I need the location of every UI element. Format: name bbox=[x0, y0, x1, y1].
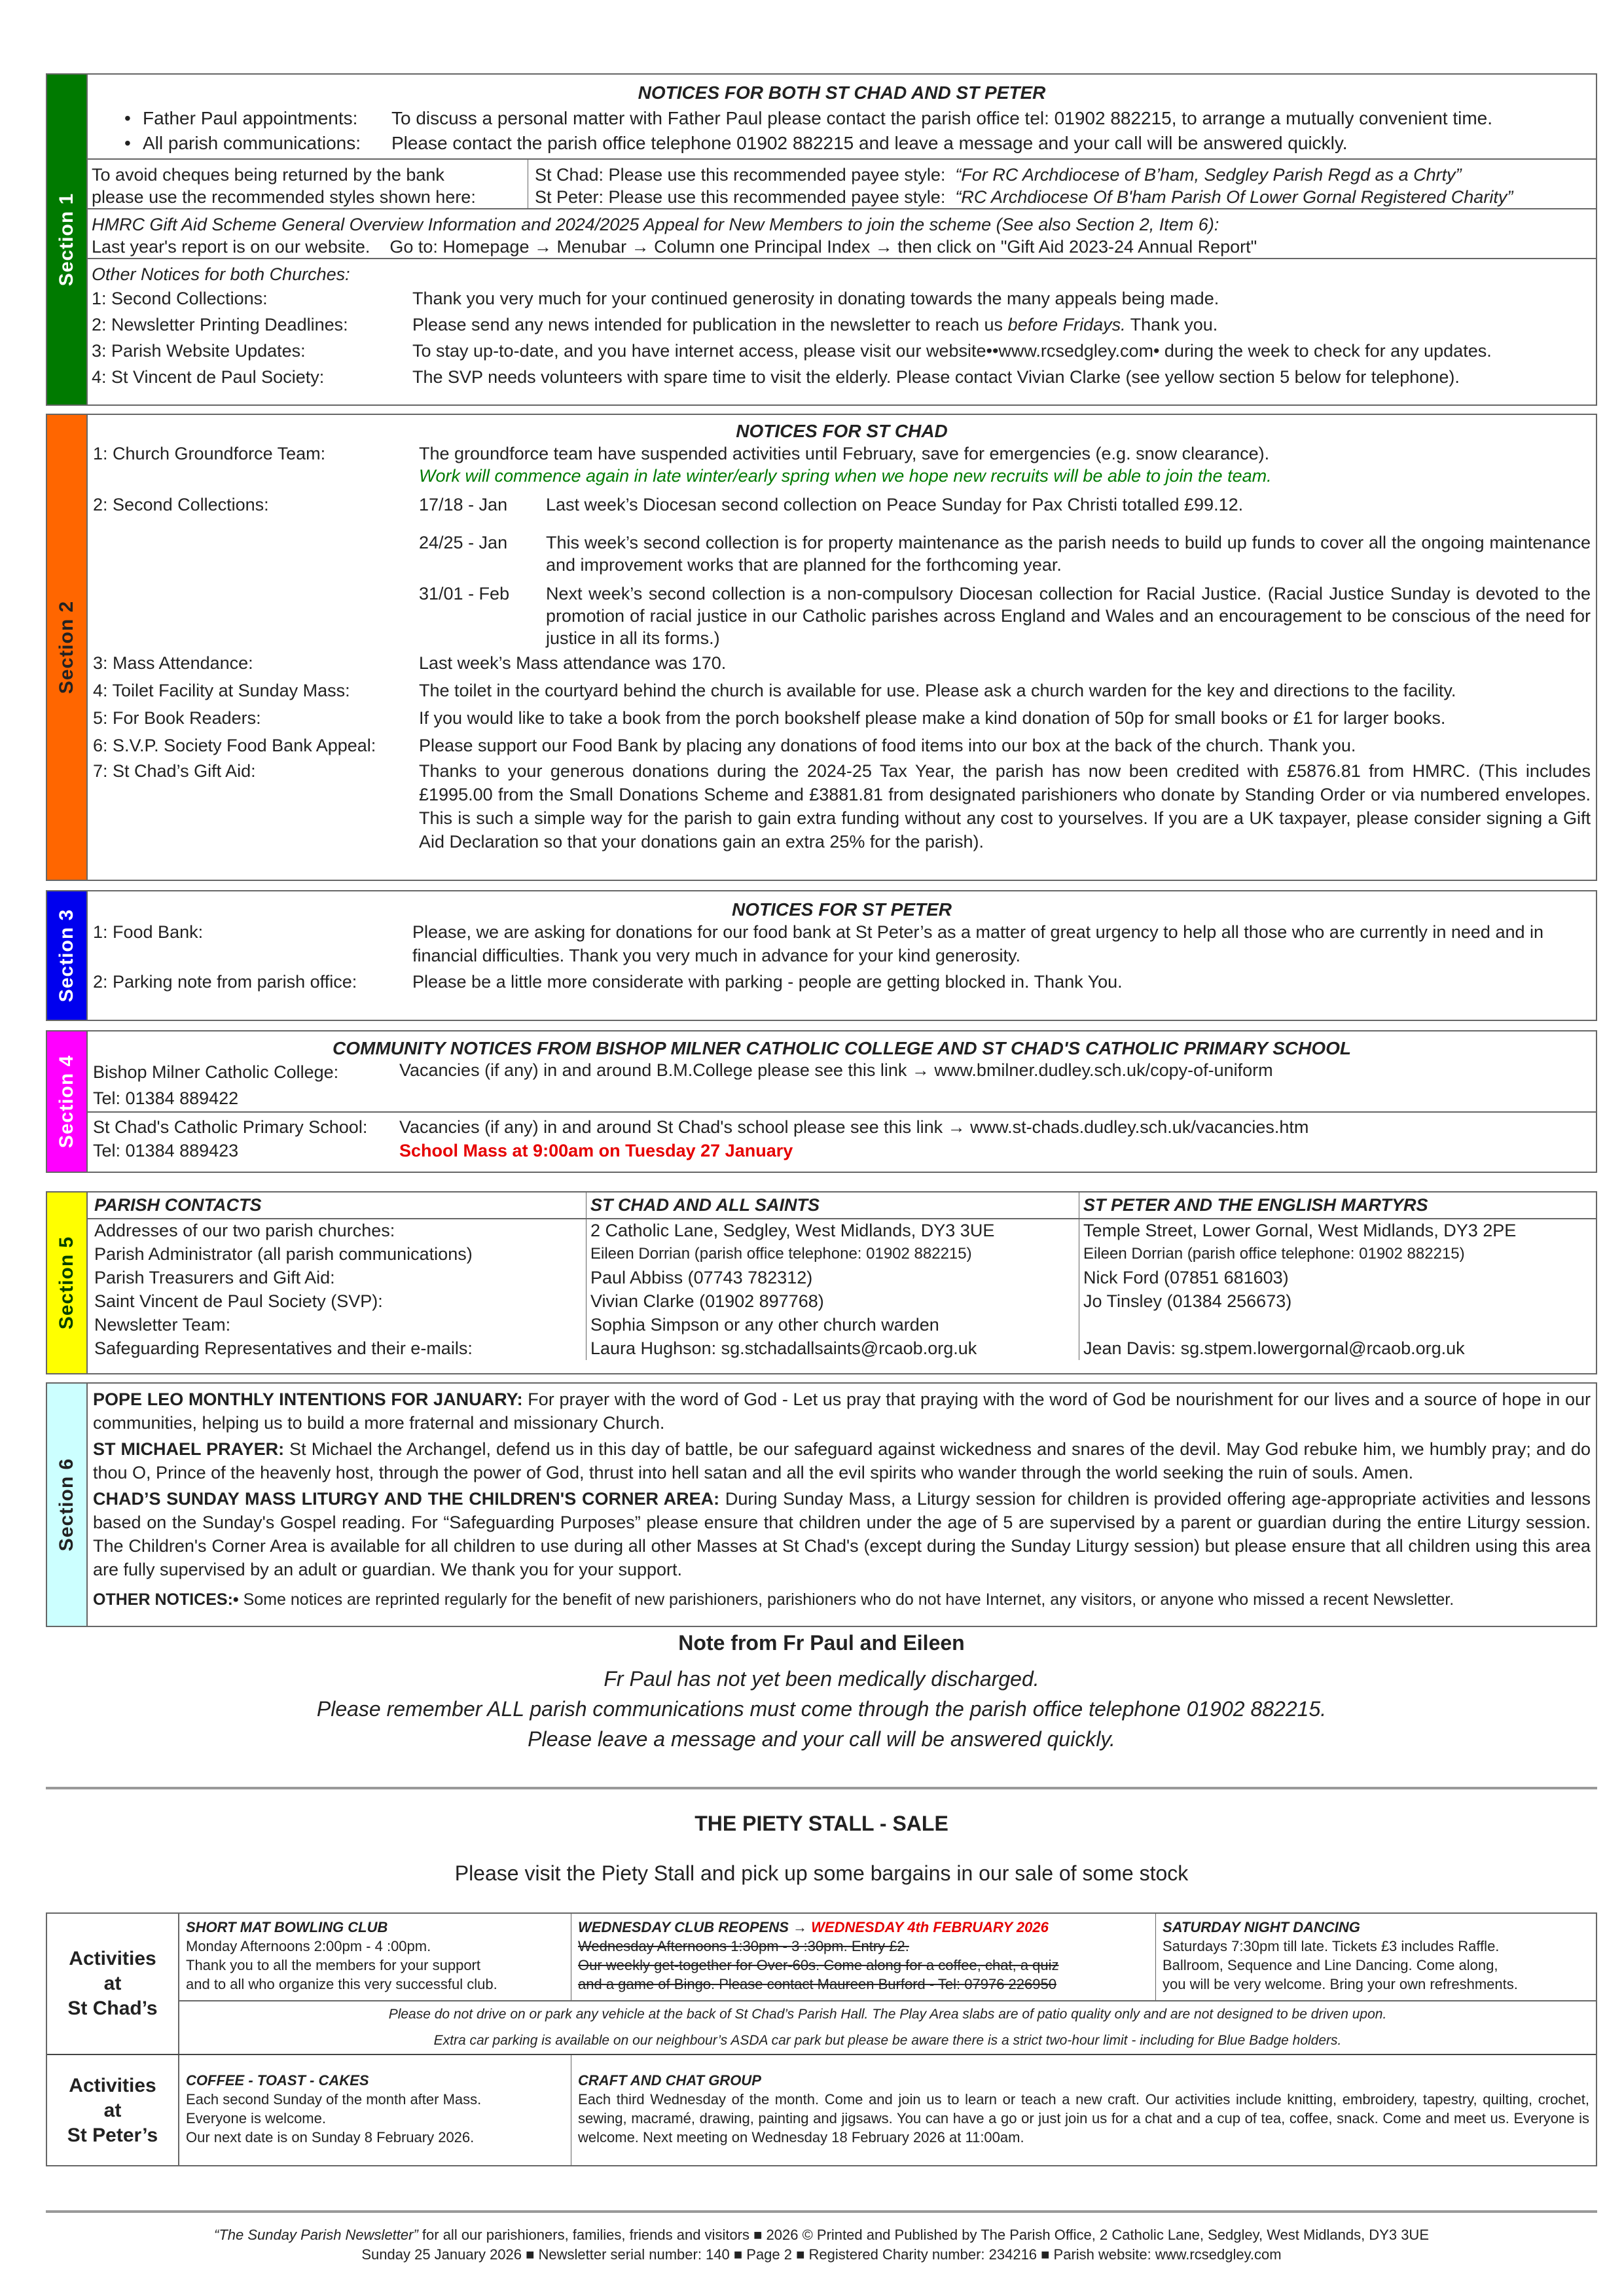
bullet-icon: • bbox=[124, 108, 131, 128]
other-notices-title: Other Notices for both Churches: bbox=[92, 264, 350, 284]
piety-stall bbox=[46, 1813, 1597, 1884]
footer-line-2: Sunday 25 January 2026 ■ Newsletter serial number: 140 ■ Page 2 ■ Registered Charity number: 234216 ■ Parish website: www.rcsedgley.com bbox=[361, 2246, 1282, 2263]
collection-row: 17/18 - Jan Last week’s Diocesan second collection on Peace Sunday for Pax Christi totalled £99.12. bbox=[419, 495, 1244, 514]
section-6-content bbox=[88, 1384, 1596, 1626]
cheque-styles bbox=[88, 158, 1596, 208]
bullet-item bbox=[124, 131, 1596, 156]
pope-intentions: POPE LEO MONTHLY INTENTIONS FOR JANUARY: For prayer with the word of God - Let us pray that praying with the word of God be nourishment for our lives and a source of hope in our communities, helping us to build a more fraternal and missionary Church. bbox=[93, 1390, 1591, 1433]
section-1-content bbox=[88, 75, 1596, 404]
table-cell: Nick Ford (07851 681603) bbox=[1083, 1267, 1289, 1287]
section-3-strip bbox=[47, 891, 88, 1020]
table-cell: Vivian Clarke (01902 897768) bbox=[586, 1289, 1079, 1313]
bullet-text: To discuss a personal matter with Father Paul please contact the parish office tel: 01902 882215, to arrange a mutually convenient time. bbox=[391, 108, 1493, 128]
note-title: Note from Fr Paul and Eileen bbox=[678, 1631, 965, 1655]
st-michael-prayer: ST MICHAEL PRAYER: St Michael the Archangel, defend us in this day of battle, be our safeguard against wickedness and snares of the devil. May God rebuke him, we humbly pray; and do thou O, Prince of the heavenly host, through the power of God, thrust into hell satan and all the evil spirits who wander through the world seeking the ruin of souls. Amen. bbox=[93, 1439, 1591, 1482]
table-cell: Sophia Simpson or any other church warden bbox=[586, 1313, 1079, 1336]
gift-aid-line-1: HMRC Gift Aid Scheme General Overview Information and 2024/2025 Appeal for New Members to join the scheme (See also Section 2, Item 6): bbox=[92, 215, 1219, 234]
groundforce-notice: 1: Church Groundforce Team: The groundforce team have suspended activities until February, save for emergencies (e.g. snow clearance). Work will commence again in late winter/early spring when we hope new recruits will be able to join the team. bbox=[93, 442, 1591, 487]
section-6 bbox=[46, 1382, 1597, 1627]
gift-aid-notice bbox=[88, 208, 1596, 258]
activities-table bbox=[46, 1912, 1597, 2166]
table-header: ST PETER AND THE ENGLISH MARTYRS bbox=[1083, 1195, 1428, 1215]
footer-divider bbox=[46, 2210, 1597, 2213]
other-notices-footer: OTHER NOTICES:• Some notices are reprinted regularly for the benefit of new parishioners, parishioners who do not have Internet, any visitors, or anyone who missed a recent Newsletter. bbox=[93, 1590, 1454, 1609]
payee-st-peter: St Peter: Please use this recommended payee style: “RC Archdiocese Of B'ham Parish Of Lower Gornal Registered Charity” bbox=[535, 187, 1513, 207]
note-line: Please remember ALL parish communications must come through the parish office telephone 01902 882215. bbox=[316, 1697, 1327, 1721]
bullet-label: All parish communications: bbox=[143, 133, 361, 153]
notice-item: 5: For Book Readers: If you would like to take a book from the porch bookshelf please make a kind donation of 50p for small books or £1 for larger books. bbox=[93, 708, 1446, 728]
groundforce-green-note: Work will commence again in late winter/early spring when we hope new recruits will be able to join the team. bbox=[419, 466, 1272, 486]
table-row bbox=[88, 1289, 1596, 1313]
notice-item: 6: S.V.P. Society Food Bank Appeal: Please support our Food Bank by placing any donations of food items into our box at the back of the church. Thank you. bbox=[93, 736, 1356, 755]
activities-st-peter bbox=[47, 2055, 1596, 2166]
table-cell: Laura Hughson: sg.stchadallsaints@rcaob.org.uk bbox=[586, 1336, 1079, 1360]
table-row bbox=[88, 1219, 1596, 1242]
other-notice-item: 2: Newsletter Printing Deadlines: Please send any news intended for publication in the newsletter to reach us before Fridays. Thank you. bbox=[92, 315, 1218, 334]
footer-line-1: “The Sunday Parish Newsletter” for all our parishioners, families, friends and visitors ■ 2026 © Printed and Published by The Parish Office, 2 Catholic Lane, Sedgley, West Midlands, DY3 3UE bbox=[214, 2227, 1429, 2243]
section-5-content bbox=[88, 1193, 1596, 1373]
table-cell: Temple Street, Lower Gornal, West Midlands, DY3 2PE bbox=[1083, 1221, 1517, 1240]
table-cell: Newsletter Team: bbox=[88, 1313, 586, 1336]
craft-and-chat: CRAFT AND CHAT GROUP Each third Wednesday of the month. Come and join us to learn or teach a new craft. Our activities include knitting, embroidery, tapestry, quilting, crochet, sewing, macramé, drawing, painting and jigsaws. You can have a go or just join us for a chat and a cup of tea, coffee, snack. Come and meet us. Everyone is welcome. Next meeting on Wednesday 18 February 2026 at 11:00am. bbox=[578, 2072, 1589, 2145]
table-row bbox=[88, 1313, 1596, 1336]
table-body bbox=[88, 1219, 1596, 1360]
table-cell: Addresses of our two parish churches: bbox=[88, 1219, 586, 1242]
piety-text: Please visit the Piety Stall and pick up some bargains in our sale of some stock bbox=[454, 1861, 1189, 1885]
cheque-intro-line: To avoid cheques being returned by the bank bbox=[92, 165, 444, 185]
other-notice-item: 3: Parish Website Updates: To stay up-to-date, and you have internet access, please visit our website••www.rcsedgley.com• during the week to check for any updates. bbox=[92, 338, 1592, 364]
section-4-label: Section 4 bbox=[56, 1054, 77, 1149]
second-collections: 2: Second Collections: 17/18 - Jan Last week’s Diocesan second collection on Peace Sunday for Pax Christi totalled £99.12. 24/25 - Jan This week’s second collection is for property maintenance as the parish needs to build up funds to cover all the ongoing maintenance and improvement works that are planned for the forthcoming year. 31/01 - Feb Next week’s second collection is a non-compulsory Diocesan collection for Racial Justice. (Racial Justice Sunday is devoted to the promotion of racial justice in our Catholic parishes across England and Wales and an encouragement to be conscious of the need for justice in all its forms.) bbox=[93, 495, 1591, 648]
activities-st-chad-label: Activities at St Chad’s bbox=[47, 1914, 179, 2054]
section-5-strip bbox=[47, 1193, 88, 1373]
section-2-content bbox=[88, 415, 1596, 880]
bowling-club: SHORT MAT BOWLING CLUB Monday Afternoons 2:00pm - 4 :00pm. Thank you to all the members for your support and to all who organize this very successful club. bbox=[179, 1914, 571, 2000]
section-1-title: NOTICES FOR BOTH ST CHAD AND ST PETER bbox=[638, 82, 1046, 103]
section-4 bbox=[46, 1030, 1597, 1173]
gift-aid-link-path[interactable]: Go to: Homepage → Menubar → Column one Principal Index → then click on "Gift Aid 2023-24 Annual Report" bbox=[389, 237, 1257, 257]
saturday-dancing: SATURDAY NIGHT DANCING Saturdays 7:30pm till late. Tickets £3 includes Raffle. Ballroom, Sequence and Line Dancing. Come along, you will be very welcome. Bring your own refreshments. bbox=[1163, 1919, 1518, 1992]
school-tel: Tel: 01384 889423 bbox=[93, 1141, 239, 1160]
section-1 bbox=[46, 73, 1597, 406]
table-row bbox=[88, 1336, 1596, 1360]
table-cell: Safeguarding Representatives and their e-mails: bbox=[88, 1336, 586, 1360]
section-6-label: Section 6 bbox=[56, 1458, 77, 1552]
school-notice bbox=[88, 1111, 1596, 1162]
college-notice bbox=[88, 1059, 1596, 1111]
website-link[interactable]: To stay up-to-date, and you have internet access, please visit our website••www.rcsedgley.com• during the week to check for any updates. bbox=[412, 341, 1492, 361]
college-tel: Tel: 01384 889422 bbox=[93, 1088, 239, 1108]
school-vacancies-link[interactable]: Vacancies (if any) in and around St Chad's school please see this link → www.st-chads.dudley.sch.uk/vacancies.htm bbox=[399, 1117, 1309, 1137]
section-2-label: Section 2 bbox=[56, 600, 77, 694]
table-cell: Parish Treasurers and Gift Aid: bbox=[88, 1266, 586, 1289]
notice-item: 3: Mass Attendance: Last week’s Mass attendance was 170. bbox=[93, 653, 727, 673]
gift-aid-line-2: Last year's report is on our website. Go to: Homepage → Menubar → Column one Principal Index → then click on "Gift Aid 2023-24 Annual Report" bbox=[92, 237, 1257, 257]
table-cell: Jean Davis: sg.stpem.lowergornal@rcaob.org.uk bbox=[1083, 1338, 1465, 1358]
note-line: Please leave a message and your call will be answered quickly. bbox=[528, 1727, 1115, 1751]
section-2-title: NOTICES FOR ST CHAD bbox=[736, 421, 948, 441]
section-4-title: COMMUNITY NOTICES FROM BISHOP MILNER CATHOLIC COLLEGE AND ST CHAD'S CATHOLIC PRIMARY SCHOOL bbox=[333, 1038, 1351, 1058]
notice-item: 7: St Chad’s Gift Aid: Thanks to your generous donations during the 2024-25 Tax Year, the parish has now been credited with £5876.81 from HMRC. (This includes £1995.00 from the Small Donations Scheme and £3881.81 from designated parishioners who donate by Standing Order or via numbered envelopes. This is such a simple way for the parish to gain extra funding without any cost to yourselves. If you are a UK taxpayer, please consider signing a Gift Aid Declaration so that your donations gain an extra 25% for the parish). bbox=[93, 761, 1591, 852]
note-line: Fr Paul has not yet been medically discharged. bbox=[604, 1667, 1039, 1691]
section-2-strip bbox=[47, 415, 88, 880]
section-3-label: Section 3 bbox=[56, 908, 77, 1003]
bullet-text: Please contact the parish office telephone 01902 882215 and leave a message and your call will be answered quickly. bbox=[391, 133, 1348, 153]
college-name: Bishop Milner Catholic College: bbox=[93, 1062, 339, 1082]
st-chad-notices bbox=[93, 649, 1591, 853]
school-name: St Chad's Catholic Primary School: bbox=[93, 1117, 368, 1137]
section-4-content bbox=[88, 1031, 1596, 1172]
table-cell: 2 Catholic Lane, Sedgley, West Midlands, DY3 3UE bbox=[586, 1219, 1079, 1242]
section-5-label: Section 5 bbox=[56, 1236, 77, 1330]
activities-st-peter-label: Activities at St Peter’s bbox=[47, 2055, 179, 2166]
parking-notes: Please do not drive on or park any vehicle at the back of St Chad’s Parish Hall. The Play Area slabs are of patio quality only and are not designed to be driven upon. Extra car parking is available on our neighbour’s ASDA car park but please be aware there is a strict two-hour limit - including for Blue Badge holders. bbox=[388, 2007, 1387, 2048]
table-cell: Parish Administrator (all parish communications) bbox=[88, 1242, 586, 1266]
payee-styles bbox=[528, 160, 1596, 208]
table-header-row bbox=[88, 1193, 1596, 1219]
other-notices bbox=[88, 258, 1596, 390]
bullet-list bbox=[88, 106, 1596, 156]
activities-st-chad bbox=[47, 1914, 1596, 2055]
table-cell: Saint Vincent de Paul Society (SVP): bbox=[88, 1289, 586, 1313]
collection-row: 24/25 - Jan This week’s second collection is for property maintenance as the parish needs to build up funds to cover all the ongoing maintenance and improvement works that are planned for the forthcoming year. bbox=[419, 533, 1591, 575]
table-row bbox=[88, 1266, 1596, 1289]
other-notice-item: 4: St Vincent de Paul Society: The SVP needs volunteers with spare time to visit the elderly. Please contact Vivian Clarke (see yellow section 5 below for telephone). bbox=[92, 367, 1460, 387]
payee-st-chad: St Chad: Please use this recommended payee style: “For RC Archdiocese of B’ham, Sedgley Parish Regd as a Chrty” bbox=[535, 165, 1462, 185]
table-cell: Eileen Dorrian (parish office telephone: 01902 882215) bbox=[586, 1242, 1079, 1266]
parish-contacts-table bbox=[88, 1193, 1596, 1360]
divider bbox=[46, 1787, 1597, 1789]
section-3 bbox=[46, 890, 1597, 1021]
bullet-label: Father Paul appointments: bbox=[143, 108, 358, 128]
table-cell: Paul Abbiss (07743 782312) bbox=[586, 1266, 1079, 1289]
childrens-liturgy: CHAD’S SUNDAY MASS LITURGY AND THE CHILDREN'S CORNER AREA: During Sunday Mass, a Liturgy session for children is provided offering age-appropriate activities and lessons based on the Sunday's Gospel reading. For “Safeguarding Purposes” please ensure that children under the age of 5 are supervised by a parent or guardian during the entire Liturgy session. The Children's Corner Area is available for all children to use during all other Masses at St Chad's (except during the Sunday Liturgy session) but please ensure that all children using this area are fully supervised by an adult or guardian. We thank you for your support. bbox=[93, 1489, 1591, 1579]
bullet-item bbox=[124, 106, 1596, 131]
cheque-intro bbox=[88, 160, 528, 208]
wednesday-club: WEDNESDAY CLUB REOPENS → WEDNESDAY 4th FEBRUARY 2026 Wednesday Afternoons 1:30pm - 3 :30pm. Entry £2. Our weekly get-together for Over-60s. Come along for a coffee, chat, a quiz and a game of Bingo. Please contact Maureen Burford - Tel: 07976 226950 bbox=[571, 1914, 1156, 2000]
section-2 bbox=[46, 414, 1597, 881]
table-row bbox=[88, 1242, 1596, 1266]
cheque-intro-line: please use the recommended styles shown here: bbox=[92, 187, 476, 207]
table-cell bbox=[1079, 1313, 1597, 1336]
notice-item: 1: Food Bank: Please, we are asking for donations for our food bank at St Peter’s as a matter of great urgency to help all those who are currently in need and in financial difficulties. Thank you very much in advance for your kind generosity. bbox=[93, 922, 1544, 965]
collection-row: 31/01 - Feb Next week’s second collection is a non-compulsory Diocesan collection for Racial Justice. (Racial Justice Sunday is devoted to the promotion of racial justice in our Catholic parishes across England and Wales and an encouragement to be conscious of the need for justice in all its forms.) bbox=[419, 584, 1591, 648]
table-header: ST CHAD AND ALL SAINTS bbox=[586, 1193, 1079, 1219]
section-3-title: NOTICES FOR ST PETER bbox=[731, 899, 952, 920]
table-cell: Eileen Dorrian (parish office telephone: 01902 882215) bbox=[1083, 1245, 1465, 1263]
coffee-toast-cakes: COFFEE - TOAST - CAKES Each second Sunday of the month after Mass. Everyone is welcome. Our next date is on Sunday 8 February 2026. bbox=[179, 2055, 571, 2166]
section-4-strip bbox=[47, 1031, 88, 1172]
notice-item: 4: Toilet Facility at Sunday Mass: The toilet in the courtyard behind the church is available for use. Please ask a church warden for the key and directions to the facility. bbox=[93, 681, 1456, 700]
section-1-strip bbox=[47, 75, 88, 404]
section-6-strip bbox=[47, 1384, 88, 1626]
bullet-icon: • bbox=[124, 133, 131, 153]
footer bbox=[46, 2225, 1597, 2265]
table-header: PARISH CONTACTS bbox=[88, 1193, 586, 1219]
section-5 bbox=[46, 1191, 1597, 1374]
note-block bbox=[46, 1632, 1597, 1754]
notice-item: 2: Parking note from parish office: Please be a little more considerate with parking - people are getting blocked in. Thank You. bbox=[93, 972, 1123, 992]
school-mass-notice: School Mass at 9:00am on Tuesday 27 January bbox=[399, 1141, 793, 1160]
section-1-label: Section 1 bbox=[56, 192, 77, 287]
college-vacancies-link[interactable]: Vacancies (if any) in and around B.M.College please see this link → www.bmilner.dudley.sch.uk/copy-of-uniform bbox=[399, 1060, 1273, 1080]
table-cell: Jo Tinsley (01384 256673) bbox=[1083, 1291, 1292, 1311]
section-3-content bbox=[88, 891, 1596, 1020]
other-notice-item: 1: Second Collections: Thank you very much for your continued generosity in donating towards the many appeals being made. bbox=[92, 289, 1219, 308]
piety-title: THE PIETY STALL - SALE bbox=[695, 1812, 948, 1835]
